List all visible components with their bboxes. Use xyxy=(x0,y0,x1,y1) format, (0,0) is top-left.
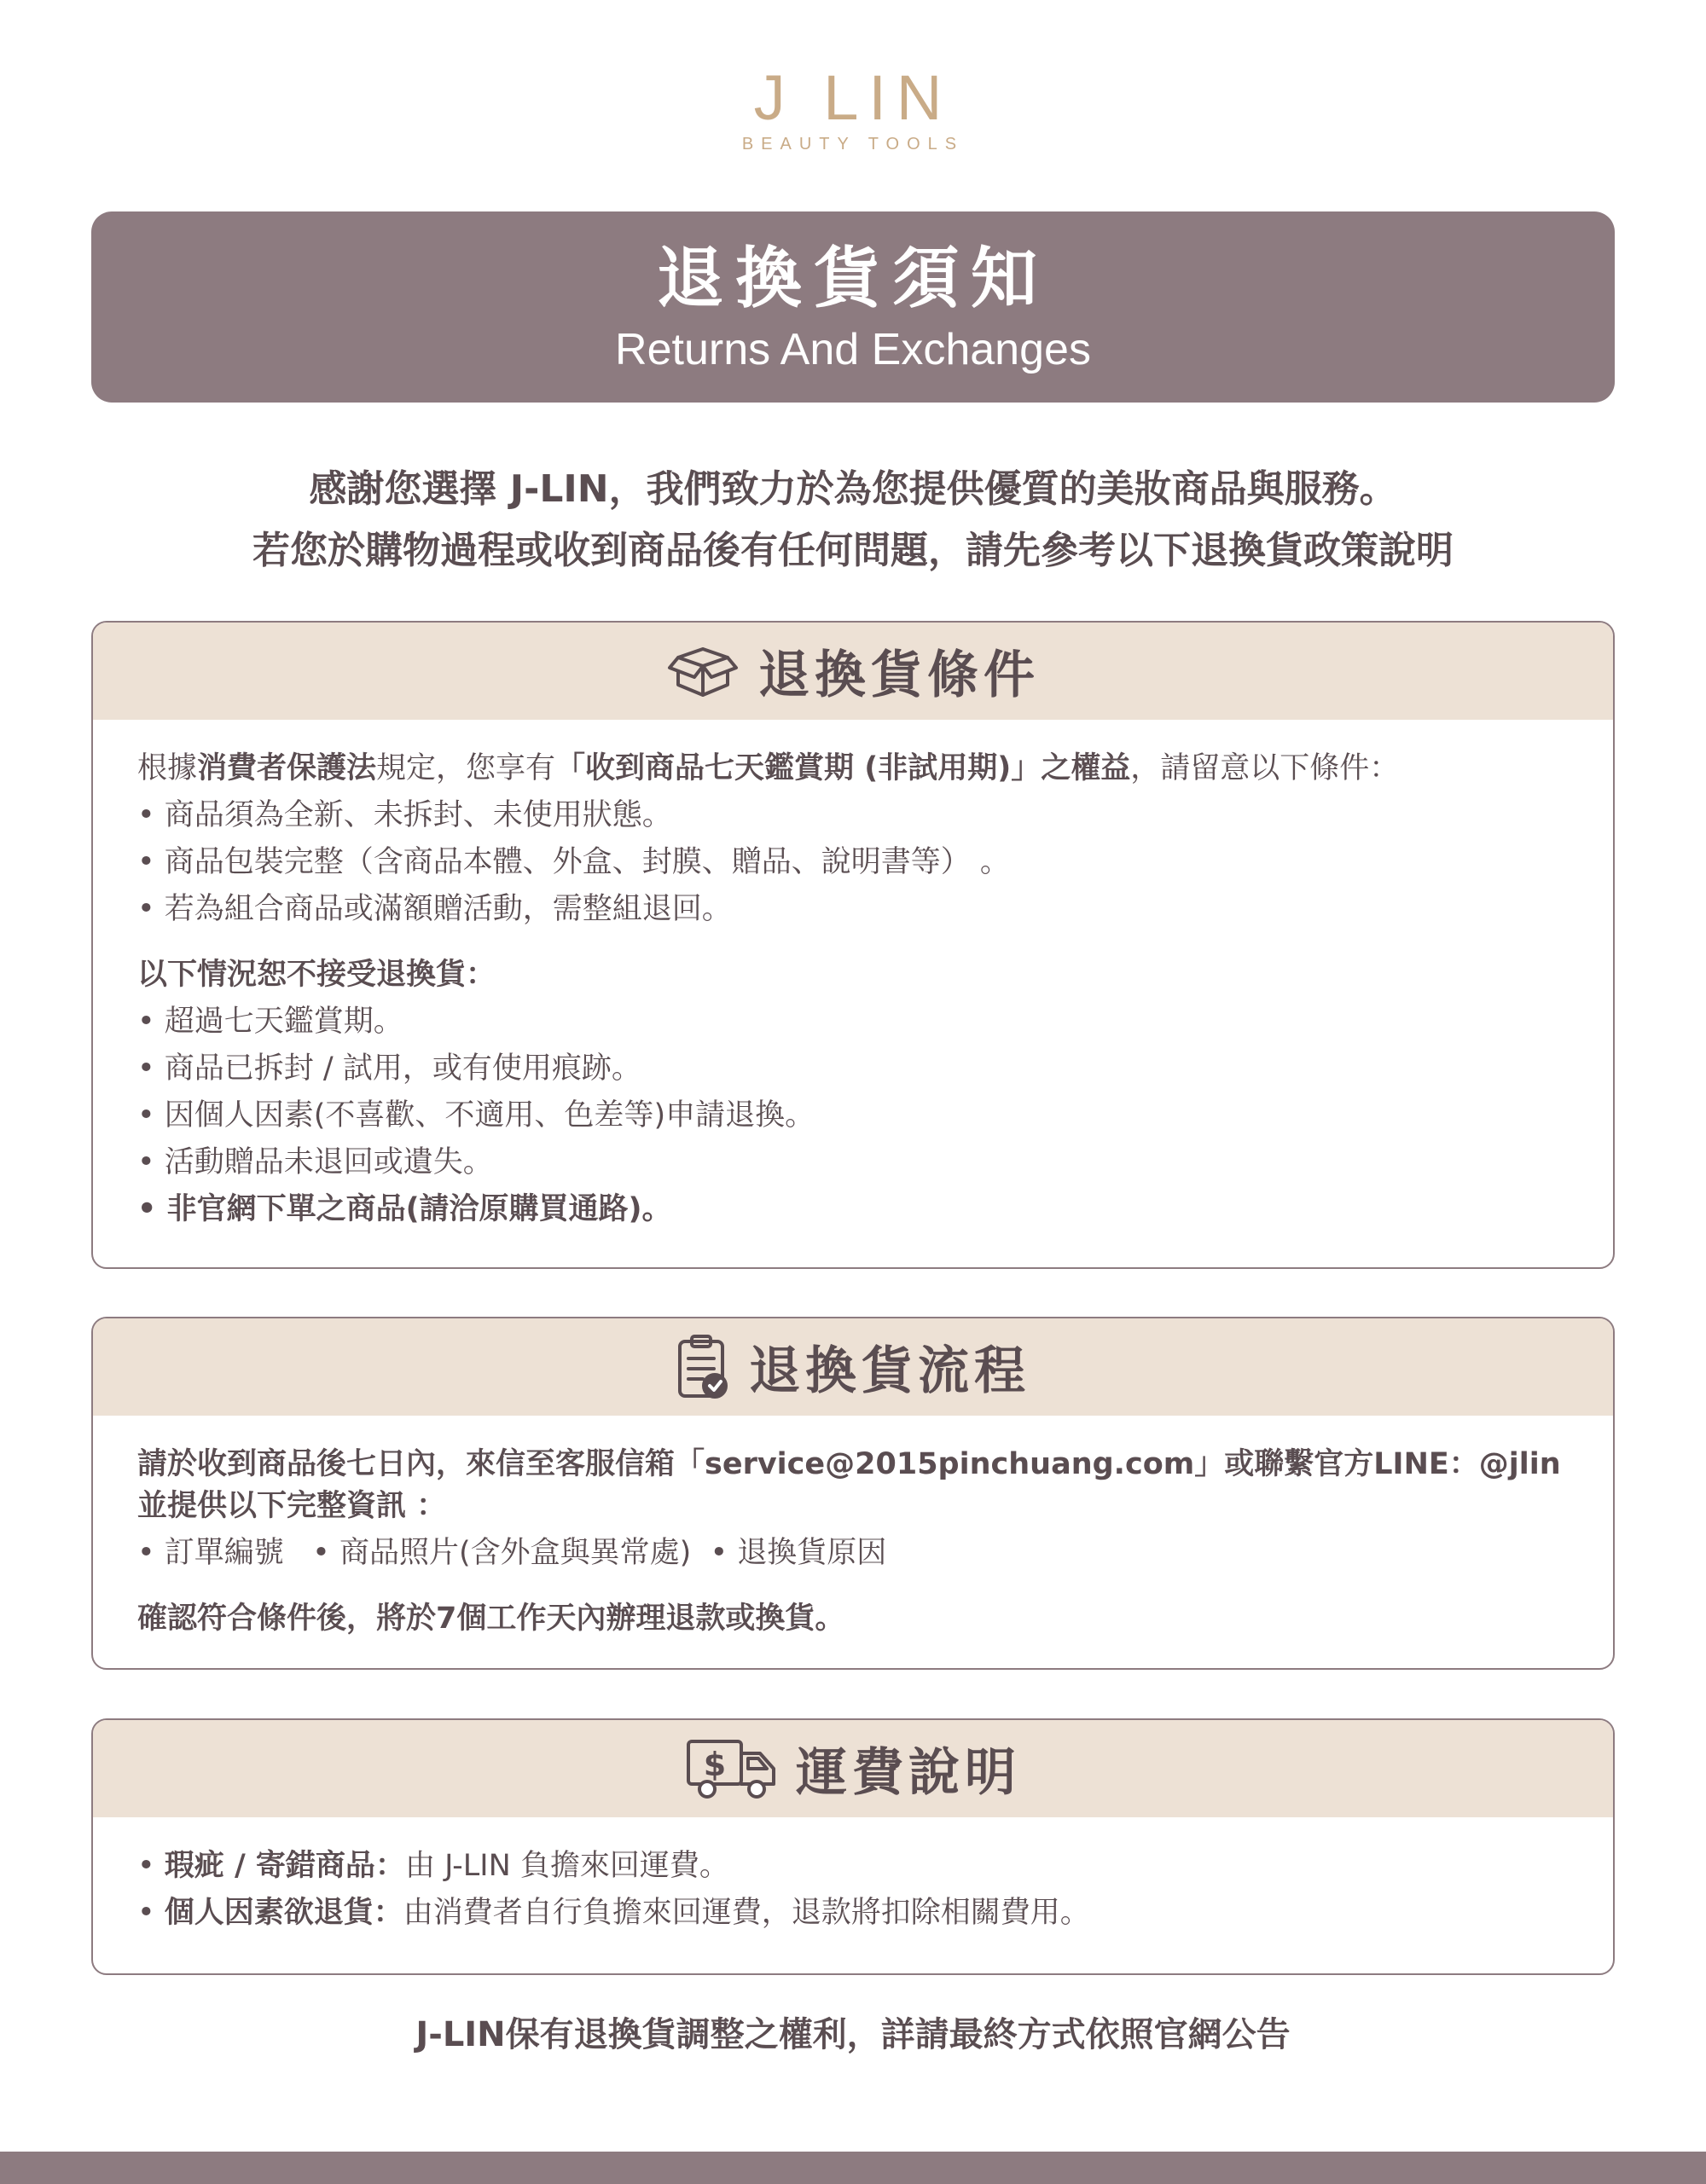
process-card xyxy=(91,1317,1615,1670)
conditions-card xyxy=(91,621,1615,1269)
list-item: • 非官網下單之商品(請洽原購買通路)。 xyxy=(137,1192,672,1226)
shipping-header xyxy=(93,1720,1613,1817)
shipping-body xyxy=(93,1817,1613,1937)
required-info: • 訂單編號 • 商品照片(含外盒與異常處) • 退換貨原因 xyxy=(137,1536,887,1570)
process-instruction-2: 並提供以下完整資訊 ： xyxy=(137,1489,447,1523)
brand-logo xyxy=(0,62,1706,154)
footer-note: J-LIN保有退換貨調整之權利，詳請最終方式依照官網公告 xyxy=(415,2015,1291,2054)
logo-tagline: BEAUTY TOOLS xyxy=(741,135,965,154)
process-body xyxy=(93,1416,1613,1642)
logo-mark: J LIN xyxy=(753,62,953,133)
list-item: • 商品包裝完整（含商品本體、外盒、封膜、贈品、說明書等） 。 xyxy=(137,845,1010,879)
process-header xyxy=(93,1318,1613,1416)
list-item: • 因個人因素(不喜歡、不適用、色差等)申請退換。 xyxy=(137,1098,815,1133)
list-item: • 個人因素欲退貨：由消費者自行負擔來回運費，退款將扣除相關費用。 xyxy=(137,1896,1090,1930)
list-item: • 活動贈品未退回或遺失。 xyxy=(137,1145,493,1179)
exclusions-heading: 以下情況恕不接受退換貨： xyxy=(137,958,496,992)
bottom-bar xyxy=(0,2152,1706,2184)
page-title: 退換貨須知 xyxy=(656,240,1049,317)
clipboard-check-icon xyxy=(676,1333,730,1401)
intro-text xyxy=(0,459,1706,582)
list-item: • 商品須為全新、未拆封、未使用狀態。 xyxy=(137,798,672,832)
conditions-lead: 根據消費者保護法規定，您享有「收到商品七天鑑賞期 (非試用期)」之權益，請留意以下條件： xyxy=(137,751,1400,785)
delivery-truck-dollar-icon xyxy=(685,1735,777,1803)
process-title: 退換貨流程 xyxy=(749,1341,1030,1401)
conditions-body xyxy=(93,720,1613,1233)
box-icon xyxy=(666,640,740,702)
title-banner xyxy=(91,211,1615,403)
shipping-title: 運費說明 xyxy=(796,1743,1021,1803)
shipping-card xyxy=(91,1718,1615,1975)
list-item: • 若為組合商品或滿額贈活動，需整組退回。 xyxy=(137,892,732,926)
list-item: • 超過七天鑑賞期。 xyxy=(137,1005,403,1039)
svg-text:$: $ xyxy=(703,1746,727,1783)
conditions-title: 退換貨條件 xyxy=(758,646,1040,705)
process-confirm: 確認符合條件後，將於7個工作天內辦理退款或換貨。 xyxy=(137,1602,845,1636)
page-subtitle: Returns And Exchanges xyxy=(615,325,1091,374)
list-item: • 商品已拆封 / 試用，或有使用痕跡。 xyxy=(137,1051,641,1086)
intro-line-1: 感謝您選擇 J-LIN，我們致力於為您提供優質的美妝商品與服務。 xyxy=(309,467,1397,511)
conditions-header xyxy=(93,623,1613,720)
process-instruction: 請於收到商品後七日內，來信至客服信箱「service@2015pinchuang.com」或聯繫官方LINE：@jlin xyxy=(137,1447,1561,1481)
list-item: • 瑕疵 / 寄錯商品：由 J-LIN 負擔來回運費。 xyxy=(137,1849,729,1883)
intro-line-2: 若您於購物過程或收到商品後有任何問題，請先參考以下退換貨政策說明 xyxy=(252,529,1454,572)
